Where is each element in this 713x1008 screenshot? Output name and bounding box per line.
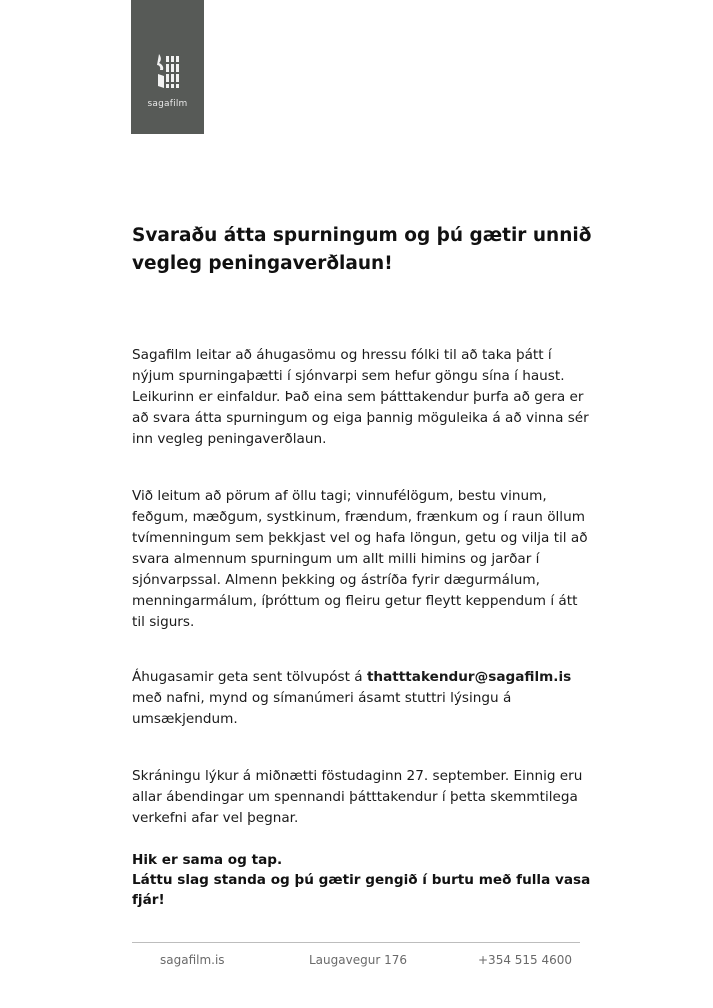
logo-text: sagafilm xyxy=(147,99,188,109)
contact-paragraph xyxy=(132,667,592,730)
contact-text-after: með nafni, mynd og símanúmeri ásamt stuttri lýsingu á umsækjendum. xyxy=(132,690,512,727)
sagafilm-logo-icon xyxy=(156,52,180,94)
contact-email-link[interactable]: thatttakendur@sagafilm.is xyxy=(366,669,572,685)
intro-paragraph: Sagafilm leitar að áhugasömu og hressu fólki til að taka þátt í nýjum spurningaþætti í sjónvarpi sem hefur göngu sína í haust. Leikurinn er einfaldur. Það eina sem þátttakendur þurfa að gera er að svara átta spurningum og eiga þannig möguleika á að vinna sér inn vegleg peningaverðlaun. xyxy=(132,347,589,447)
headline: Svaraðu átta spurningum og þú gætir unnið vegleg peningaverðlaun! xyxy=(132,225,592,274)
deadline-paragraph: Skráningu lýkur á miðnætti föstudaginn 27. september. Einnig eru allar ábendingar um spennandi þátttakendur í þetta skemmtilega verkefni afar vel þegnar. xyxy=(132,768,583,826)
footer-address: Laugavegur 176 xyxy=(309,953,407,967)
closing-line-1: Hik er sama og tap. xyxy=(132,852,283,868)
footer-website: sagafilm.is xyxy=(160,953,225,967)
closing-line-2: Láttu slag standa og þú gætir gengið í burtu með fulla vasa fjár! xyxy=(132,872,591,908)
contact-text-before: Áhugasamir geta sent tölvupóst á xyxy=(132,669,367,685)
logo-block xyxy=(131,0,204,134)
closing-block xyxy=(132,850,592,910)
footer-phone: +354 515 4600 xyxy=(478,953,573,967)
pairs-paragraph: Við leitum að pörum af öllu tagi; vinnufélögum, bestu vinum, feðgum, mæðgum, systkinum, frændum, frænkum og í raun öllum tvímenningum sem þekkjast vel og hafa löngun, getu og vilja til að svara almennum spurningum um allt milli himins og jarðar í sjónvarpssal. Almenn þekking og ástríða fyrir dægurmálum, menningarmálum, íþróttum og fleiru getur fleytt keppendum í átt til sigurs. xyxy=(132,488,588,630)
footer-divider xyxy=(132,942,580,943)
